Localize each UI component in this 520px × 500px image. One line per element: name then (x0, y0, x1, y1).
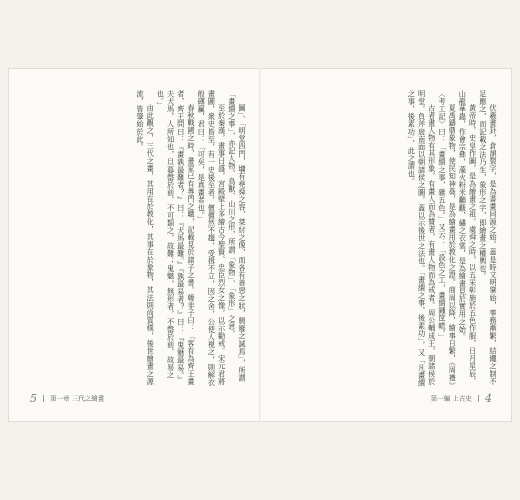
paragraph: 黃帝時，史皇作圖，是為繪畫之祖。虞舜之時，以五采彰施於五色作服，日月星辰、山龍華蟲，作會宗彝，藻火粉米黼黻，繡之衣裳，是為繪畫見於實用之始。 (458, 90, 478, 386)
left-page (8, 68, 259, 422)
paragraph: 伏羲畫卦，倉頡製字，是為書畫同源之始。蓋是時文明肇始，事務漸繁，結繩之制不足應之，而記載之法乃生，象形之字，即繪畫之權輿也。 (478, 90, 498, 386)
paragraph: 夏禹鑄鼎象物，使民知神姦，是為繪畫用於教化之證。商周以降，繪事日繁，《周禮》〈考工記〉曰：「畫繢之事，雜五色。」又云：「設色之工，畫繢鍾筐㡛。」 (437, 90, 458, 390)
left-page-body (25, 90, 247, 390)
chapter-title: 上古史 (452, 394, 472, 403)
chapter-label: 第一章 (50, 394, 70, 403)
paragraph: 春秋戰國之時，畫家已有專門之職，記載見於諸子之書。韓非子曰：「客有為齊王畫者，齊王問曰：『畫孰最難者？』曰：『犬馬最難。』『孰最易者？』曰：『鬼魅最易。』夫犬馬，人所知也，旦暮罄於前，不可類之，故難；鬼魅，無形者，不罄於前，故易之也。」 (156, 90, 196, 386)
chapter-title: 三代之繪畫 (71, 394, 105, 403)
right-page (261, 68, 512, 422)
footer-divider (478, 395, 479, 402)
page-number: 4 (485, 392, 492, 405)
page-number: 5 (30, 392, 37, 405)
paragraph: 古者畫人物有其形象，有畫人而為贊者，有畫人物而為戒者。周公輔成王，朝諸侯於明堂，負斧扆南面以朝諸侯之圖，蓋以示後世之法也。「畫繢之事，後素功」，又「凡畫繢之事，後素功」，此之謂也。 (407, 90, 437, 387)
paragraph: 圖」、「明堂四門，墉有堯舜之容，桀紂之像，而各有善惡之狀，興廢之誡焉」，所謂「畫繢之事」，亦記人物、鳥獸、山川之形，所謂「象物」、「象形」之意。 (227, 90, 247, 383)
footer-divider (43, 395, 44, 402)
chapter-label: 第一編 (430, 394, 451, 403)
left-page-footer (30, 392, 104, 405)
right-page-footer (431, 392, 492, 405)
paragraph: 由此觀之，三代之畫，其用在於教化，其事在於象物，其法則尚質樸，後世繪畫之源流，皆肇始於此。 (135, 90, 156, 386)
right-page-body (276, 90, 498, 390)
book-spread (8, 68, 512, 422)
paragraph: 至於秦漢，畫事日盛，宮殿壁上多繪古今聖賢、忠臣烈女之像，以示勸戒。宋元君將畫圖，衆史皆至，有一史後至者，儃儃然不趨，受揖不立，因之舍，公使人視之，則解衣般礡臝，君曰：「可矣，是真畫者也。」 (197, 90, 227, 387)
